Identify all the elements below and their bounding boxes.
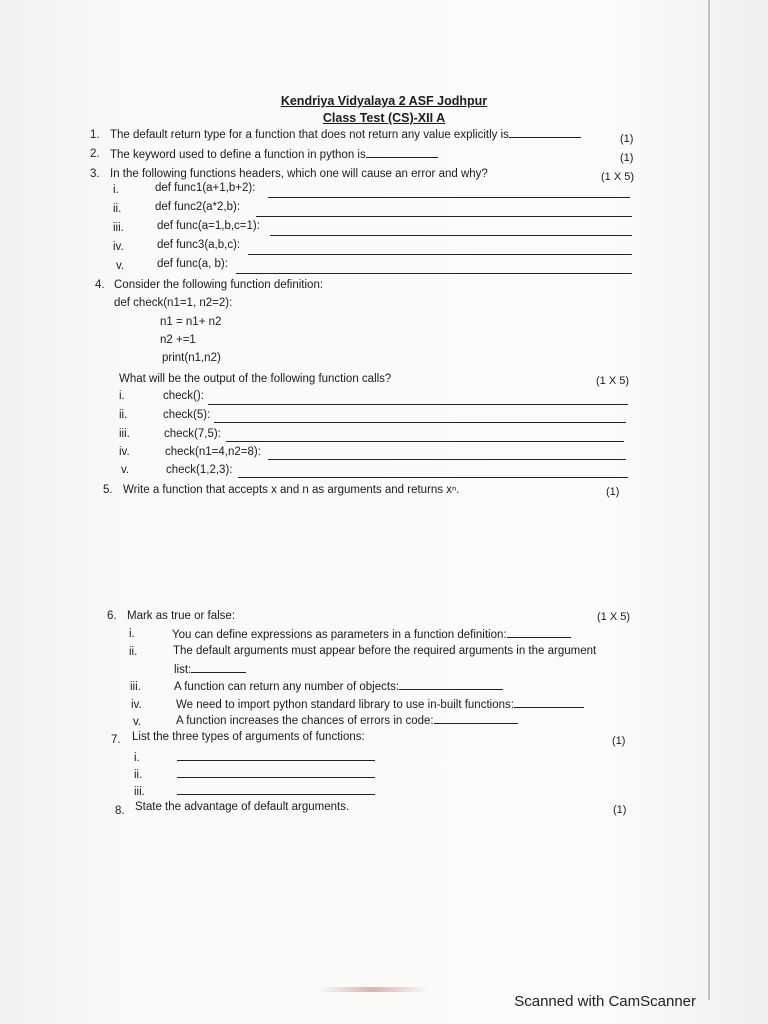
answer-line	[256, 216, 632, 217]
q6-item-label: iv.	[131, 699, 142, 711]
q3-marks: (1 X 5)	[601, 171, 635, 183]
q7-marks: (1)	[612, 735, 626, 747]
q3-item-label: ii.	[113, 203, 122, 215]
answer-line	[226, 441, 624, 442]
q6-item-label: v.	[133, 716, 142, 728]
q2-marks: (1)	[620, 152, 634, 164]
q8-number: 8.	[115, 805, 125, 817]
q3-item-label: v.	[116, 260, 125, 272]
q6-item-text: The default arguments must appear before the required arguments in the argument	[173, 645, 597, 657]
q6-number: 6.	[107, 610, 117, 622]
q4-item-label: iv.	[119, 446, 130, 458]
q3-item-text: def func2(a*2,b):	[155, 201, 241, 213]
page-edge-shadow	[708, 0, 710, 1000]
q7-item-label: iii.	[134, 786, 145, 798]
q5-marks: (1)	[606, 486, 620, 498]
answer-line	[248, 254, 632, 255]
q4-item-text: check(n1=4,n2=8):	[165, 446, 261, 458]
answer-blank	[514, 697, 584, 708]
q4-item-text: check(5):	[163, 409, 211, 421]
code-line: def check(n1=1, n2=2):	[114, 297, 233, 309]
q1-number: 1.	[90, 129, 100, 141]
q2-text: The keyword used to define a function in python is	[110, 147, 438, 161]
code-line: print(n1,n2)	[162, 352, 221, 364]
q3-item-text: def func3(a,b,c):	[157, 239, 241, 251]
q1-marks: (1)	[620, 133, 634, 145]
answer-line	[214, 422, 626, 423]
q3-number: 3.	[90, 168, 100, 180]
q3-text: In the following functions headers, which one will cause an error and why?	[110, 168, 488, 180]
answer-blank	[507, 627, 571, 638]
q6-item-text-cont: list:	[174, 662, 246, 676]
answer-blank	[509, 127, 581, 138]
q4-item-text: check(7,5):	[164, 428, 221, 440]
answer-line	[268, 459, 626, 460]
q7-item-label: ii.	[134, 769, 143, 781]
q6-item-label: ii.	[129, 646, 138, 658]
q3-item-text: def func(a=1,b,c=1):	[157, 220, 260, 232]
answer-line	[236, 273, 632, 274]
answer-line	[270, 235, 632, 236]
scanner-watermark: Scanned with CamScanner	[514, 993, 696, 1010]
q4-item-text: check():	[163, 390, 204, 402]
answer-line	[208, 404, 628, 405]
q7-text: List the three types of arguments of functions:	[132, 731, 365, 743]
q6-item-text: You can define expressions as parameters in a function definition:	[172, 627, 571, 641]
q1-text: The default return type for a function that does not return any value explicitly is	[110, 127, 581, 141]
q3-item-label: iv.	[113, 241, 124, 253]
test-title: Class Test (CS)-XII A	[322, 111, 446, 125]
q3-item-label: i.	[113, 184, 119, 196]
q6-item-label: iii.	[130, 681, 141, 693]
q4-item-label: v.	[121, 464, 130, 476]
q4-item-text: check(1,2,3):	[166, 464, 233, 476]
q5-text: Write a function that accepts x and n as arguments and returns xⁿ.	[123, 484, 460, 496]
answer-blank	[366, 147, 438, 158]
q4-text: Consider the following function definition:	[114, 279, 324, 291]
school-name: Kendriya Vidyalaya 2 ASF Jodhpur	[280, 94, 488, 108]
q5-number: 5.	[103, 484, 113, 496]
answer-line	[238, 477, 628, 478]
q6-item-text: A function can return any number of objects:	[174, 679, 503, 693]
code-line: n2 +=1	[160, 334, 196, 346]
q3-item-text: def func(a, b):	[157, 258, 228, 270]
q6-text: Mark as true or false:	[127, 610, 236, 622]
q7-number: 7.	[111, 734, 121, 746]
q6-marks: (1 X 5)	[597, 611, 631, 623]
answer-line	[268, 197, 630, 198]
q2-number: 2.	[90, 148, 100, 160]
q7-item-label: i.	[134, 752, 140, 764]
q6-item-text: A function increases the chances of errors in code:	[176, 713, 518, 727]
q4-marks: (1 X 5)	[596, 375, 630, 387]
scan-smudge	[318, 987, 428, 992]
answer-line	[177, 760, 375, 761]
q4-question: What will be the output of the following function calls?	[119, 373, 392, 385]
answer-blank	[399, 679, 503, 690]
code-line: n1 = n1+ n2	[160, 316, 222, 328]
q4-number: 4.	[95, 279, 105, 291]
q6-item-label: i.	[129, 628, 135, 640]
answer-blank	[191, 662, 246, 673]
q8-marks: (1)	[613, 804, 627, 816]
q8-text: State the advantage of default arguments.	[135, 801, 350, 813]
q4-item-label: iii.	[119, 428, 130, 440]
q4-item-label: i.	[119, 390, 125, 402]
q4-item-label: ii.	[119, 409, 128, 421]
q6-item-text: We need to import python standard library to use in-built functions:	[176, 697, 584, 711]
answer-blank	[434, 713, 518, 724]
answer-line	[177, 777, 375, 778]
q3-item-text: def func1(a+1,b+2):	[155, 182, 256, 194]
q3-item-label: iii.	[113, 222, 124, 234]
answer-line	[177, 794, 375, 795]
